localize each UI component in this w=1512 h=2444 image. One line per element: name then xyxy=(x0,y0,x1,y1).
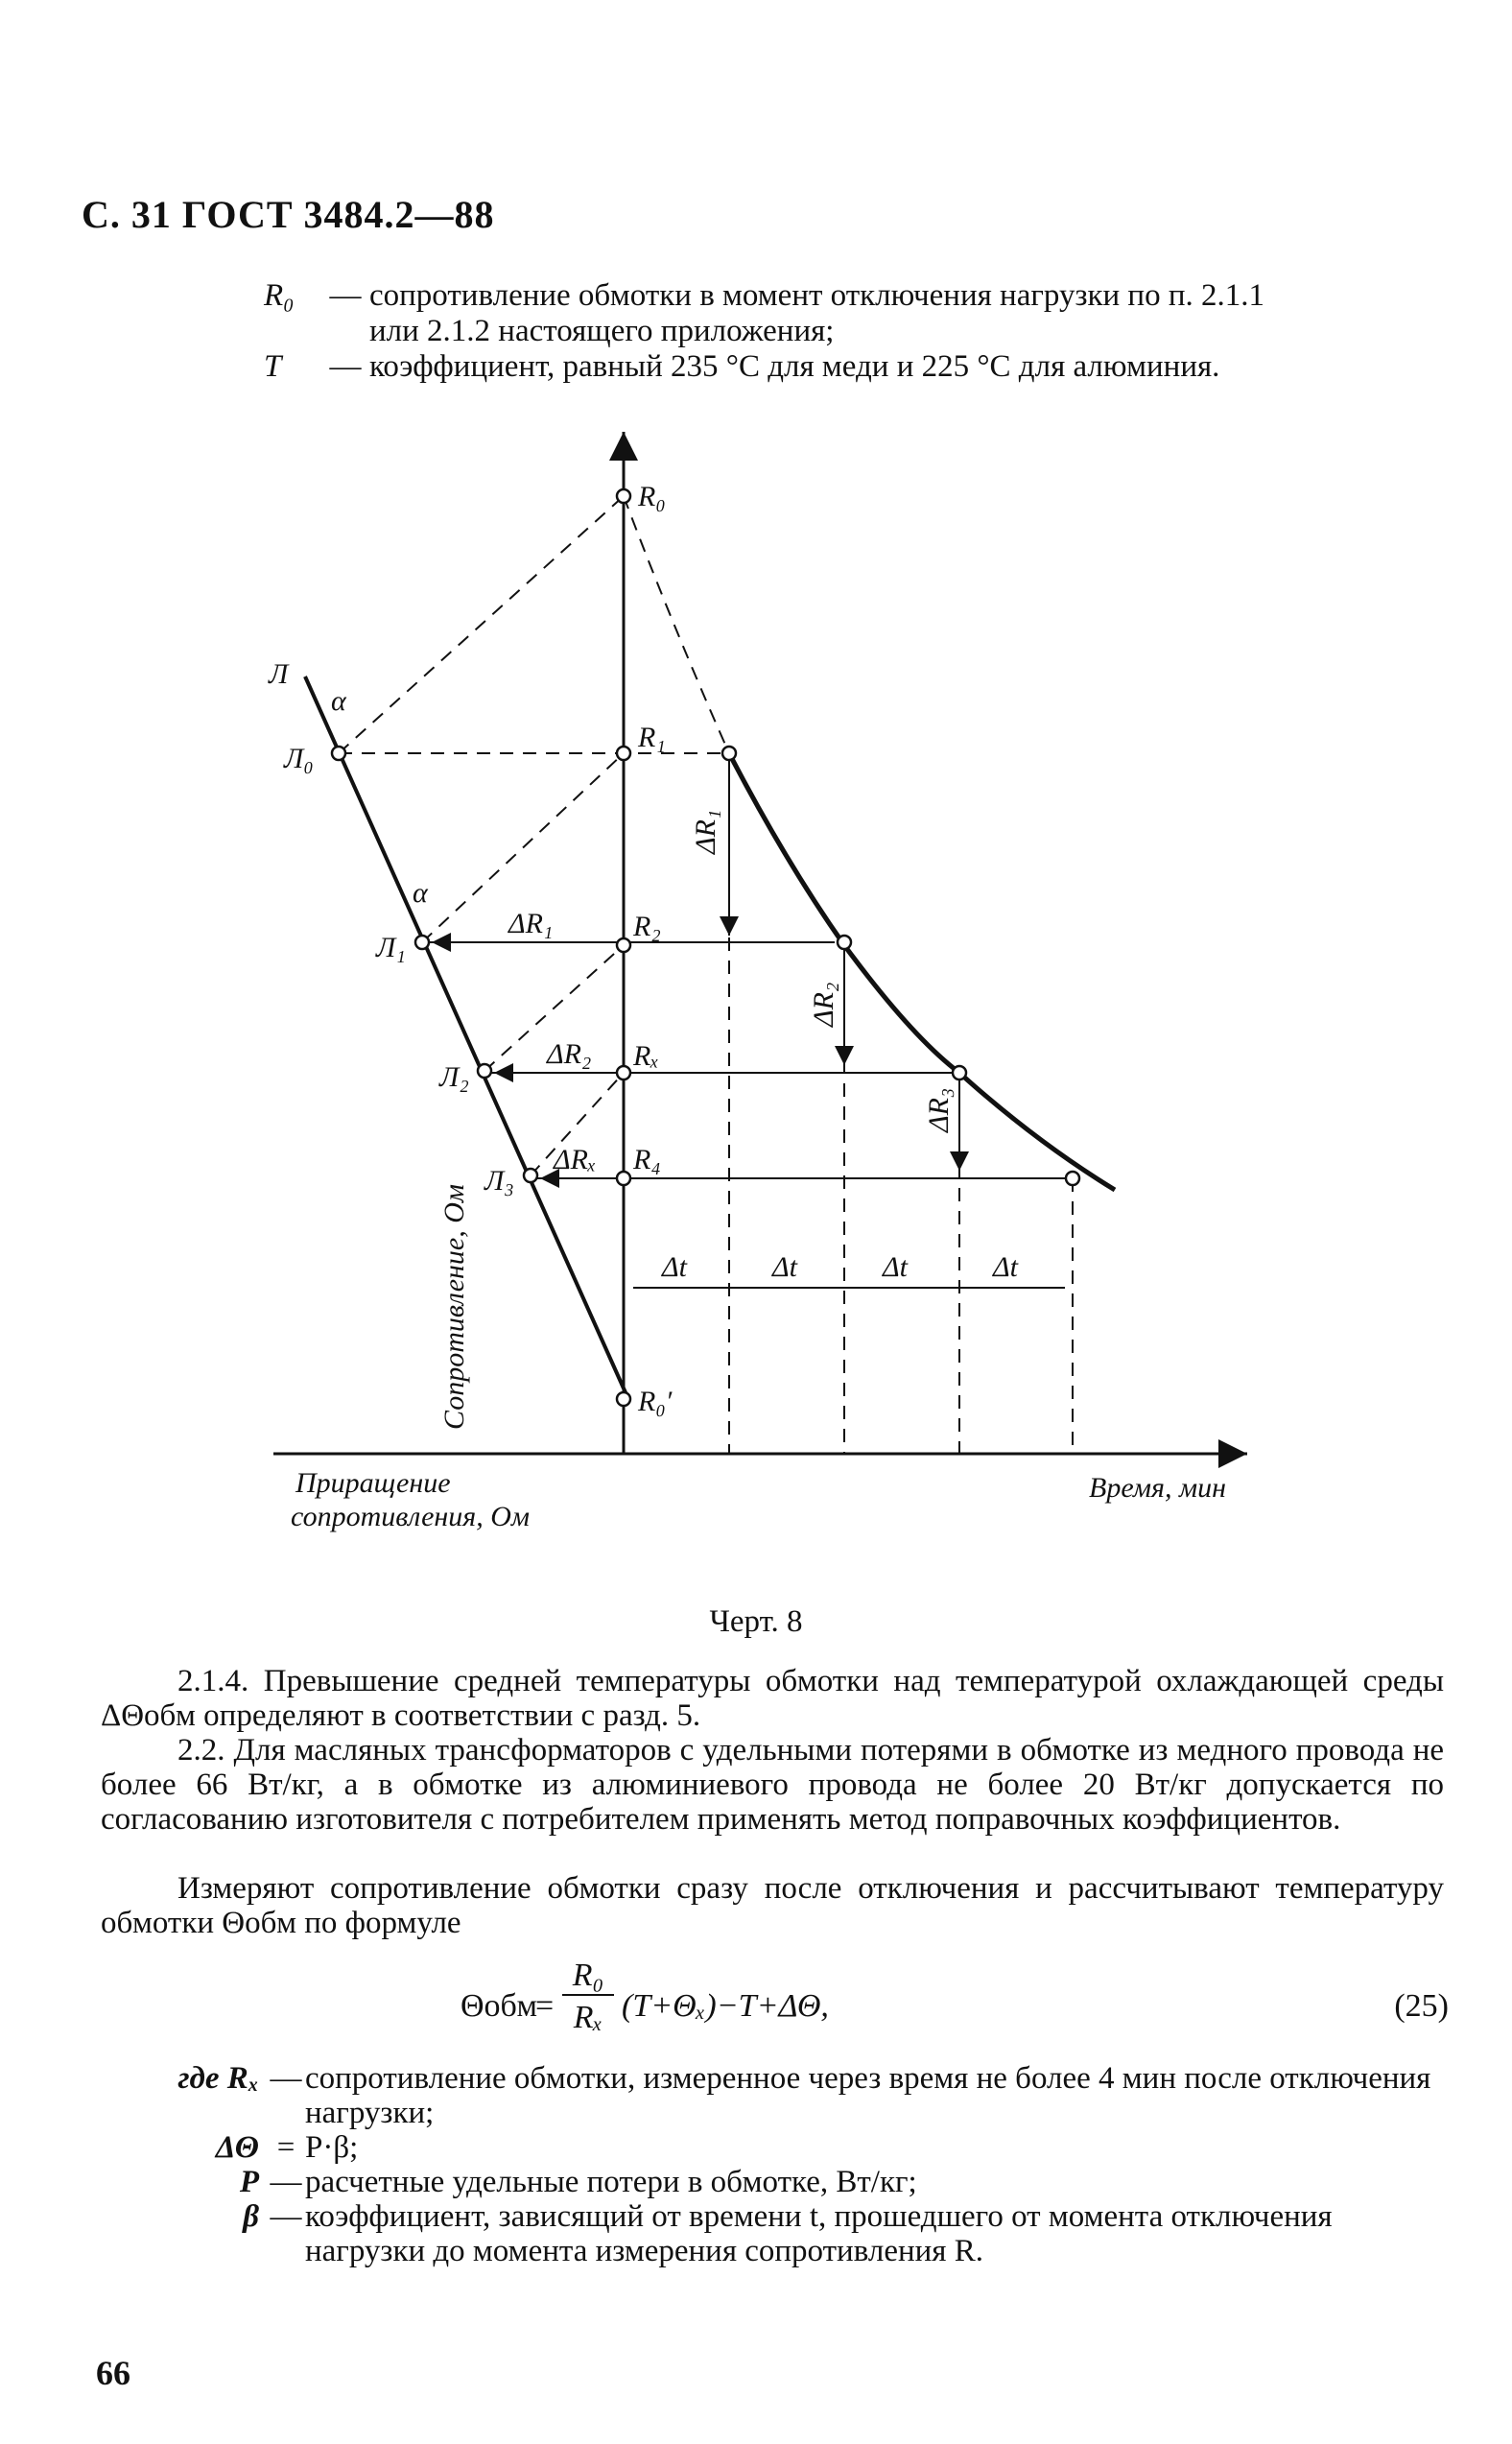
increment-label-1: Приращение xyxy=(295,1467,451,1499)
label-L0: Л₀ xyxy=(284,743,314,774)
formula-denominator: Rₓ xyxy=(573,2000,603,2035)
def-dash: — xyxy=(329,349,362,384)
formula-25 xyxy=(461,1958,1449,2044)
para-text: Для масляных трансформаторов с удельными потерями в обмотке из медного провода не более 66 Вт/кг, а в обмотке из алюминиевого провода не более 20 Вт/кг допускается по согласованию изготовителя с потребителем применять метод поправочных коэффициентов. xyxy=(101,1733,1445,1837)
def-continuation: или 2.1.2 настоящего приложения; xyxy=(369,314,835,348)
def-symbol: T xyxy=(264,349,282,384)
resistance-time-diagram xyxy=(0,413,1512,1564)
decay-curve-solid xyxy=(729,753,1115,1190)
where-symbol: ΔΘ xyxy=(215,2130,259,2165)
figure-caption: Черт. 8 xyxy=(709,1604,803,1639)
label-R1: R₁ xyxy=(638,722,666,753)
formula-numerator: R₀ xyxy=(562,1958,614,1996)
where-block xyxy=(101,2061,1444,2268)
definition-row xyxy=(264,349,1444,385)
where-row xyxy=(101,2199,1444,2268)
paragraph-measure xyxy=(101,1871,1444,1940)
label-R3: Rₓ xyxy=(633,1040,659,1072)
definition-row xyxy=(264,278,1444,314)
where-dash: — xyxy=(270,2199,302,2234)
x-axis-label: Время, мин xyxy=(1089,1472,1227,1504)
where-row xyxy=(101,2130,1444,2165)
y-axis-label: Сопротивление, Ом xyxy=(438,1183,470,1430)
para-lead: 2.1.4. xyxy=(177,1664,249,1698)
where-text: P·β; xyxy=(305,2130,359,2165)
label-dR1-h: ΔR₁ xyxy=(508,908,554,939)
formula-number: (25) xyxy=(1394,1988,1449,2024)
label-alpha: α xyxy=(413,877,428,909)
label-R2: R₂ xyxy=(633,911,661,942)
formula-eq: = xyxy=(535,1988,555,2024)
increment-label-2: сопротивления, Ом xyxy=(291,1501,531,1532)
formula-rest: (T+Θₓ)−T+ΔΘ, xyxy=(622,1988,829,2024)
decay-curve xyxy=(624,496,729,753)
where-dash: = xyxy=(276,2130,295,2165)
def-text: коэффициент, равный 235 °С для меди и 225 °С для алюминия. xyxy=(369,349,1220,384)
para-lead: 2.2. xyxy=(177,1733,225,1768)
label-L2: Л₂ xyxy=(439,1061,469,1093)
page-number: 66 xyxy=(96,2354,130,2392)
label-dt: Δt xyxy=(662,1251,687,1283)
label-L3: Л₃ xyxy=(484,1165,514,1197)
where-dash: — xyxy=(270,2165,302,2199)
label-dR2-v: ΔR₂ xyxy=(808,982,839,1027)
label-dR3-v: ΔR₃ xyxy=(923,1087,955,1132)
page-header: С. 31 ГОСТ 3484.2—88 xyxy=(82,193,495,236)
where-row xyxy=(101,2061,1444,2130)
para-text: Превышение средней температуры обмотки над температурой охлаждающей среды ΔΘобм определяют в соответствии с разд. 5. xyxy=(101,1664,1444,1733)
definitions-block xyxy=(264,278,1444,385)
where-text: расчетные удельные потери в обмотке, Вт/кг; xyxy=(305,2165,917,2199)
paragraph-2-2 xyxy=(101,1733,1444,1837)
def-dash: — xyxy=(329,278,362,313)
where-dash: — xyxy=(270,2061,302,2096)
where-text: коэффициент, зависящий от времени t, прошедшего от момента отключения нагрузки до момента измерения сопротивления R. xyxy=(305,2199,1333,2268)
label-R4: R₄ xyxy=(633,1144,661,1175)
label-R0prime: R₀′ xyxy=(638,1386,673,1417)
label-dt: Δt xyxy=(883,1251,908,1283)
label-L: Л xyxy=(269,658,289,690)
label-dt: Δt xyxy=(993,1251,1018,1283)
paragraph-2-1-4 xyxy=(101,1664,1444,1733)
where-symbol: где Rₓ xyxy=(177,2061,259,2096)
label-L1: Л₁ xyxy=(376,932,406,963)
label-dt: Δt xyxy=(772,1251,797,1283)
label-dR2-h: ΔR₂ xyxy=(547,1038,592,1070)
where-symbol: β xyxy=(243,2199,259,2234)
label-R0: R₀ xyxy=(638,481,666,512)
where-row xyxy=(101,2165,1444,2199)
label-dR3-h: ΔRₓ xyxy=(554,1144,597,1175)
label-dR1-v: ΔR₁ xyxy=(690,809,721,854)
where-text: сопротивление обмотки, измеренное через время не более 4 мин после отключения нагрузки; xyxy=(305,2061,1431,2130)
def-text: сопротивление обмотки в момент отключения нагрузки по п. 2.1.1 xyxy=(369,278,1264,313)
where-symbol: P xyxy=(239,2165,259,2199)
label-alpha: α xyxy=(331,685,346,717)
def-symbol: R₀ xyxy=(264,278,295,313)
formula-lhs: Θобм xyxy=(461,1988,538,2024)
para-text: Измеряют сопротивление обмотки сразу после отключения и рассчитывают температуру обмотки Θобм по формуле xyxy=(101,1871,1444,1940)
